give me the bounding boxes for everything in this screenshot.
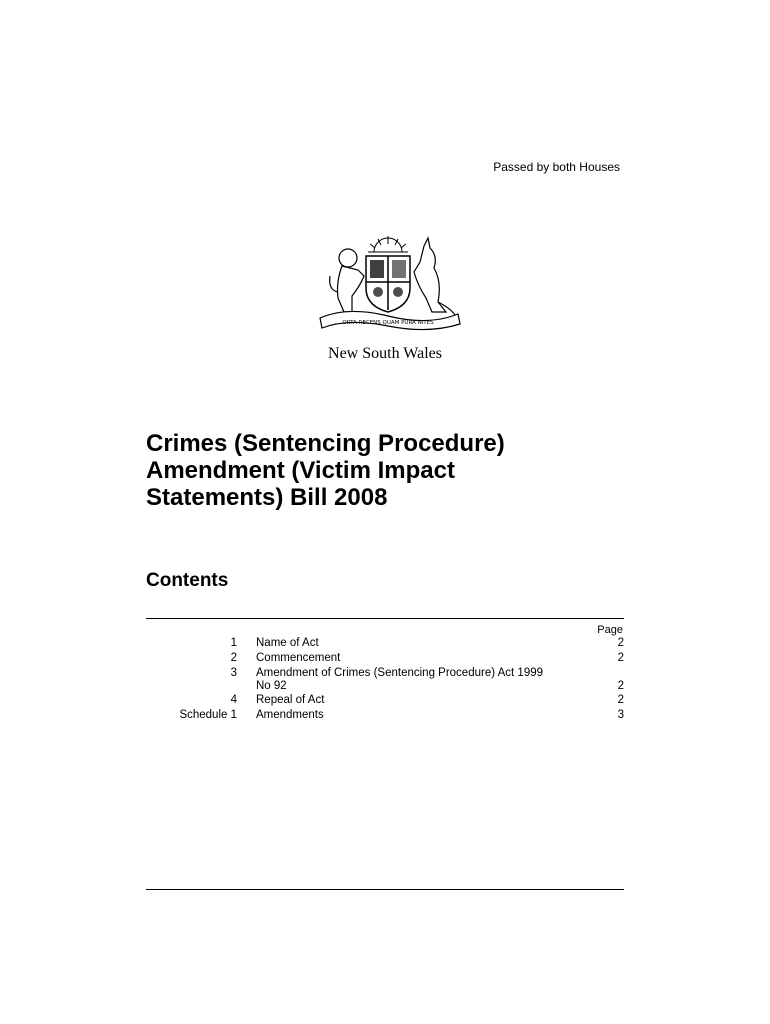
footer-divider [146, 889, 624, 890]
toc-entry-page: 3 [617, 709, 624, 721]
page-column-label: Page [597, 624, 623, 636]
toc-entry-title: Commencement [256, 652, 341, 664]
toc-entry-page: 2 [617, 694, 624, 706]
toc-entry[interactable] [146, 694, 624, 707]
toc-entry-number: 2 [230, 652, 237, 664]
crest-motto: ORTA RECENS QUAM PURA NITES [342, 320, 434, 326]
bill-title-line: Amendment (Victim Impact [146, 457, 455, 484]
bill-title [146, 430, 646, 511]
toc-entry-page: 2 [617, 652, 624, 664]
toc-entry-number: Schedule 1 [179, 709, 237, 721]
toc-entry[interactable] [146, 709, 624, 722]
toc-entry[interactable] [146, 637, 624, 650]
passage-status: Passed by both Houses [493, 160, 620, 174]
toc-entry-page: 2 [617, 680, 624, 692]
toc-entry-title-continued: No 92 [256, 680, 287, 692]
toc-entry-number: 3 [230, 667, 237, 679]
toc-entry-title: Name of Act [256, 637, 319, 649]
bill-title-line: Statements) Bill 2008 [146, 484, 388, 511]
toc-entry-number: 4 [230, 694, 237, 706]
divider [146, 618, 624, 619]
toc-entry-title: Repeal of Act [256, 694, 325, 706]
toc-entry[interactable] [146, 667, 624, 693]
contents-heading: Contents [146, 570, 229, 591]
bill-title-line: Crimes (Sentencing Procedure) [146, 430, 505, 457]
toc-entry[interactable] [146, 652, 624, 665]
toc-entry-title: Amendments [256, 709, 324, 721]
jurisdiction-label: New South Wales [328, 345, 442, 362]
toc-entry-page: 2 [617, 637, 624, 649]
toc-entry-number: 1 [230, 637, 237, 649]
toc-entry-title: Amendment of Crimes (Sentencing Procedure) Act 1999 [256, 667, 544, 679]
coat-of-arms-emblem [308, 232, 468, 332]
